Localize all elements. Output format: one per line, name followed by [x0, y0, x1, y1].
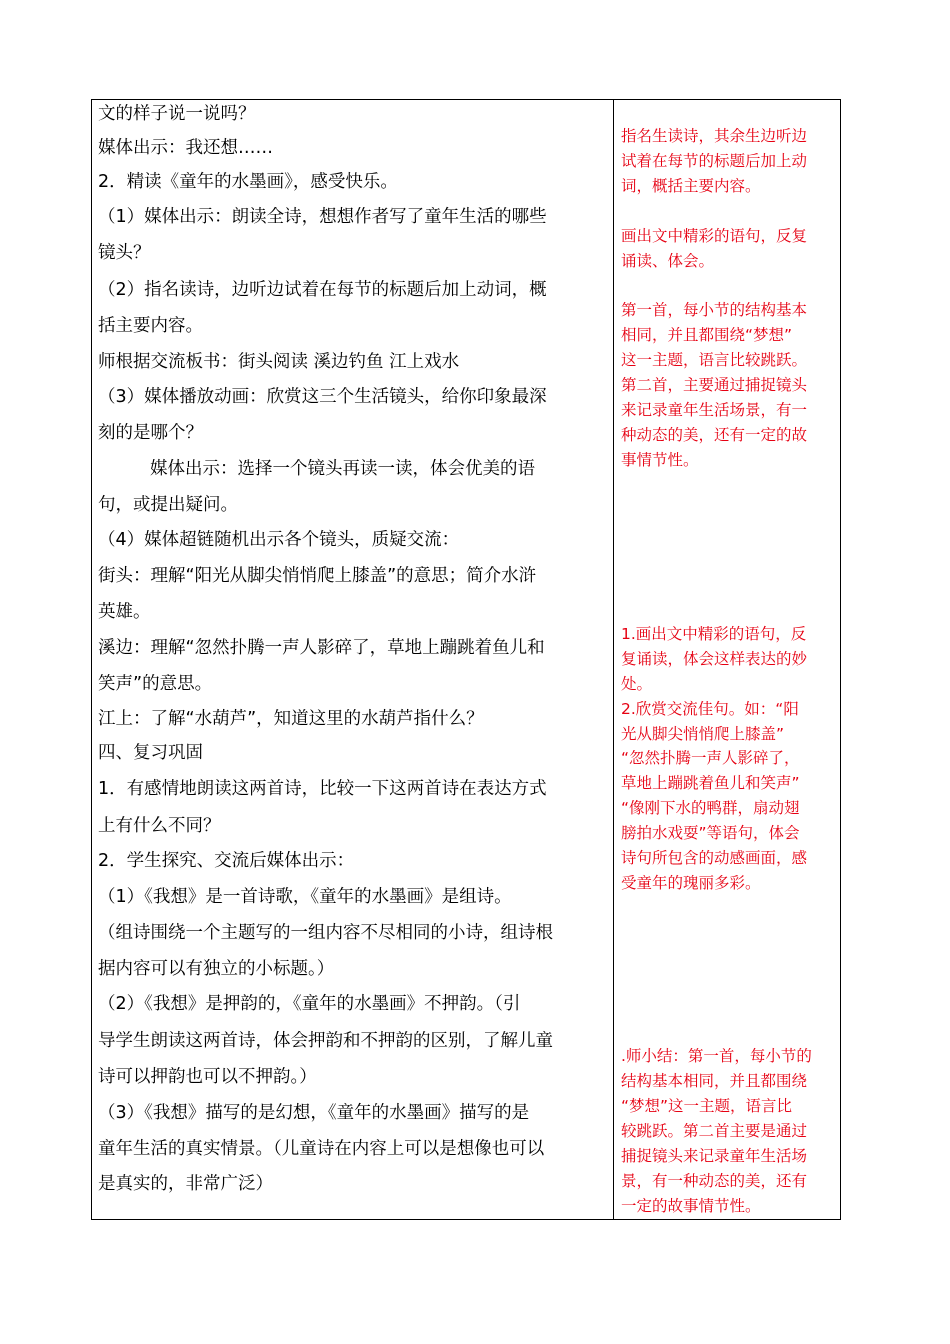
content-line: 括主要内容。 [98, 316, 203, 336]
content-line: 刻的是哪个？ [98, 423, 203, 443]
note-line: “忽然扑腾一声人影碎了， [621, 749, 800, 767]
content-line: 江上：了解“水葫芦”，知道这里的水葫芦指什么？ [98, 709, 484, 729]
content-line: （3）《我想》描写的是幻想，《童年的水墨画》描写的是 [98, 1103, 530, 1123]
content-line: 1．有感情地朗读这两首诗，比较一下这两首诗在表达方式 [98, 779, 547, 799]
content-line: 街头：理解“阳光从脚尖悄悄爬上膝盖”的意思；简介水浒 [98, 566, 537, 586]
note-line: 试着在每节的标题后加上动 [621, 152, 808, 170]
note-line: 草地上蹦跳着鱼儿和笑声” [621, 774, 800, 792]
content-line: 溪边：理解“忽然扑腾一声人影碎了，草地上蹦跳着鱼儿和 [98, 638, 545, 658]
note-line: “像刚下水的鸭群，扇动翅 [621, 799, 800, 817]
content-line: 媒体出示：选择一个镜头再读一读，体会优美的语 [150, 459, 535, 479]
note-line: 画出文中精彩的语句，反复 [621, 227, 808, 245]
lesson-plan-table [91, 99, 841, 1220]
content-line: 上有什么不同？ [98, 816, 221, 836]
content-line: 英雄。 [98, 602, 151, 622]
note-line: 种动态的美，还有一定的故 [621, 426, 808, 444]
note-line: 指名生读诗，其余生边听边 [621, 127, 808, 145]
content-line: （3）媒体播放动画：欣赏这三个生活镜头，给你印象最深 [98, 387, 547, 407]
content-line: （4）媒体超链随机出示各个镜头，质疑交流： [98, 530, 460, 550]
content-line: 文的样子说一说吗？ [98, 104, 256, 124]
content-line: （2）《我想》是押韵的，《童年的水墨画》不押韵。（引 [98, 994, 521, 1014]
note-line: “梦想”这一主题，语言比 [621, 1097, 793, 1115]
content-line: 媒体出示：我还想…… [98, 138, 273, 158]
content-line: 导学生朗读这两首诗，体会押韵和不押韵的区别，了解儿童 [98, 1031, 553, 1051]
note-line: 诗句所包含的动感画面，感 [621, 849, 808, 867]
column-divider [613, 100, 614, 1219]
content-line: 句，或提出疑问。 [98, 495, 238, 515]
note-line: 受童年的瑰丽多彩。 [621, 874, 761, 892]
content-line: （1）《我想》是一首诗歌，《童年的水墨画》是组诗。 [98, 887, 512, 907]
note-line: 第二首，主要通过捕捉镜头 [621, 376, 808, 394]
note-line: 结构基本相同，并且都围绕 [621, 1072, 808, 1090]
content-line: 据内容可以有独立的小标题。） [98, 959, 335, 979]
note-line: 来记录童年生活场景，有一 [621, 401, 808, 419]
note-line: 相同，并且都围绕“梦想” [621, 326, 793, 344]
content-line: 师根据交流板书：街头阅读 溪边钓鱼 江上戏水 [98, 352, 460, 372]
content-line: 2．精读《童年的水墨画》，感受快乐。 [98, 172, 398, 192]
note-line: 处。 [621, 675, 653, 693]
content-line: （2）指名读诗，边听边试着在每节的标题后加上动词，概 [98, 280, 547, 300]
content-line: 是真实的，非常广泛） [98, 1174, 273, 1194]
note-line: 较跳跃。第二首主要是通过 [621, 1122, 808, 1140]
note-line: 膀拍水戏耍”等语句，体会 [621, 824, 800, 842]
note-line: 光从脚尖悄悄爬上膝盖” [621, 725, 785, 743]
note-line: 复诵读，体会这样表达的妙 [621, 650, 808, 668]
note-line: 事情节性。 [621, 451, 699, 469]
note-line: 捕捉镜头来记录童年生活场 [621, 1147, 808, 1165]
content-line: 镜头？ [98, 243, 151, 263]
note-line: 诵读、体会。 [621, 252, 715, 270]
content-line: 童年生活的真实情景。（儿童诗在内容上可以是想像也可以 [98, 1139, 545, 1159]
note-line: 景，有一种动态的美，还有 [621, 1172, 808, 1190]
note-line: 一定的故事情节性。 [621, 1197, 761, 1215]
content-line: （1）媒体出示：朗读全诗，想想作者写了童年生活的哪些 [98, 207, 547, 227]
note-line: 2.欣赏交流佳句。如：“阳 [621, 700, 799, 718]
content-line: 笑声”的意思。 [98, 674, 213, 694]
note-line: .师小结：第一首，每小节的 [621, 1047, 812, 1065]
content-line: 2．学生探究、交流后媒体出示： [98, 851, 355, 871]
content-line: 四、复习巩固 [98, 743, 203, 763]
content-line: 诗可以押韵也可以不押韵。） [98, 1067, 317, 1087]
content-line: （组诗围绕一个主题写的一组内容不尽相同的小诗，组诗根 [98, 923, 553, 943]
note-line: 这一主题，语言比较跳跃。 [621, 351, 808, 369]
note-line: 1.画出文中精彩的语句，反 [621, 625, 807, 643]
note-line: 第一首，每小节的结构基本 [621, 301, 808, 319]
note-line: 词，概括主要内容。 [621, 177, 761, 195]
